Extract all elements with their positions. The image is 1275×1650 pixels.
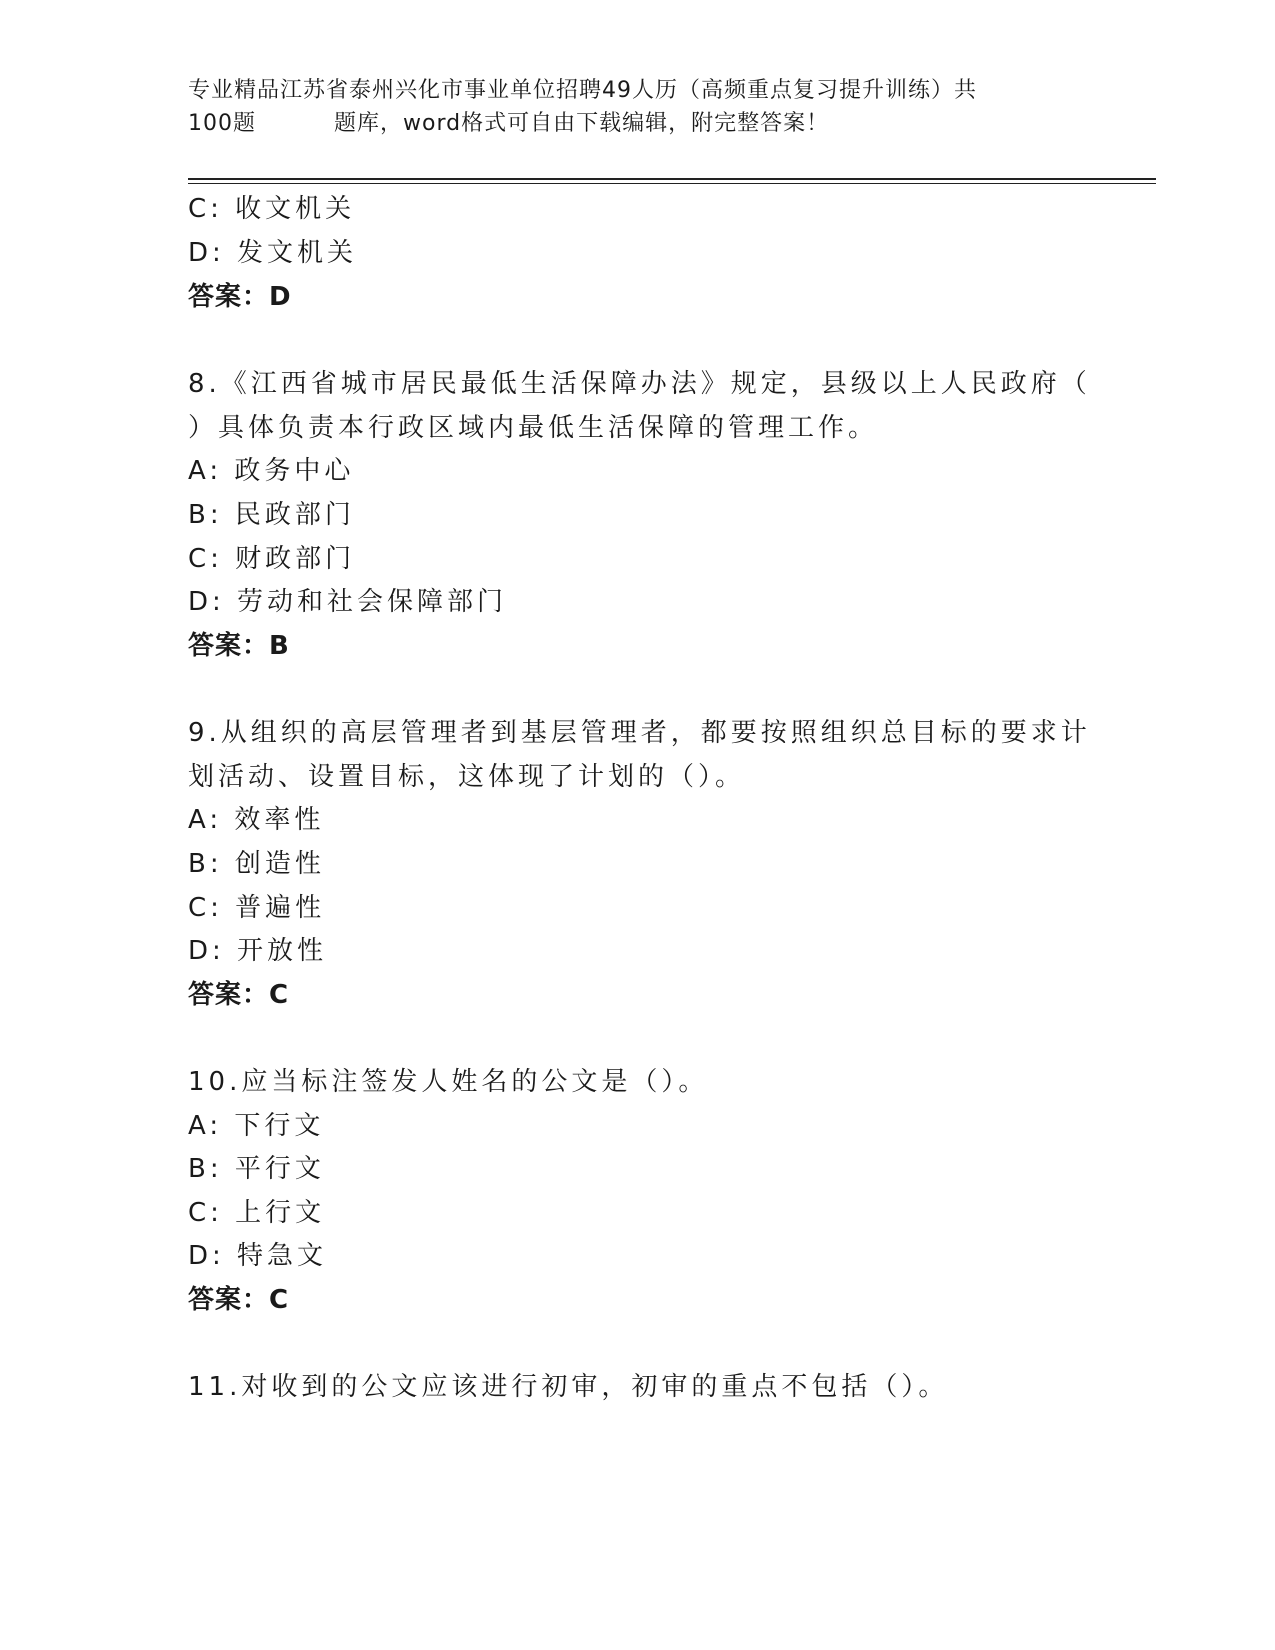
q8-option-b: B: 民政部门 xyxy=(188,500,355,530)
q10-stem-line-1: 10.应当标注签发人姓名的公文是（）。 xyxy=(188,1067,709,1097)
document-header xyxy=(188,74,1088,140)
header-line-1: 专业精品江苏省泰州兴化市事业单位招聘49人历（高频重点复习提升训练）共 xyxy=(188,78,977,103)
header-line-2 xyxy=(188,107,1088,140)
q10-option-a: A: 下行文 xyxy=(188,1111,325,1141)
q9-option-c: C: 普遍性 xyxy=(188,893,326,923)
q9-answer: 答案：C xyxy=(188,980,290,1010)
q7-answer: 答案：D xyxy=(188,282,292,312)
q9-option-b: B: 创造性 xyxy=(188,849,325,879)
q7-option-d: D: 发文机关 xyxy=(188,238,358,268)
q8-answer: 答案：B xyxy=(188,631,290,661)
q10-answer: 答案：C xyxy=(188,1285,290,1315)
q9-stem-line-2: 划活动、设置目标，这体现了计划的（）。 xyxy=(188,762,746,792)
q9-stem-line-1: 9.从组织的高层管理者到基层管理者，都要按照组织总目标的要求计 xyxy=(188,718,1091,748)
q9-option-a: A: 效率性 xyxy=(188,805,325,835)
q8-option-d: D: 劳动和社会保障部门 xyxy=(188,587,508,617)
header-count: 100题 xyxy=(188,111,256,136)
q8-option-c: C: 财政部门 xyxy=(188,544,356,574)
q8-stem-line-2: ）具体负责本行政区域内最低生活保障的管理工作。 xyxy=(188,413,879,443)
q10-option-b: B: 平行文 xyxy=(188,1154,325,1184)
q8-option-a: A: 政务中心 xyxy=(188,456,355,486)
header-divider-thick xyxy=(188,178,1156,180)
q9-option-d: D: 开放性 xyxy=(188,936,328,966)
q11-stem-line-1: 11.对收到的公文应该进行初审，初审的重点不包括（）。 xyxy=(188,1372,949,1402)
header-description: 题库，word格式可自由下载编辑，附完整答案！ xyxy=(334,111,830,136)
q8-stem-line-1: 8.《江西省城市居民最低生活保障办法》规定，县级以上人民政府（ xyxy=(188,369,1091,399)
q7-option-c: C: 收文机关 xyxy=(188,194,356,224)
q10-option-c: C: 上行文 xyxy=(188,1198,326,1228)
q10-option-d: D: 特急文 xyxy=(188,1241,328,1271)
header-divider-thin xyxy=(188,183,1156,184)
